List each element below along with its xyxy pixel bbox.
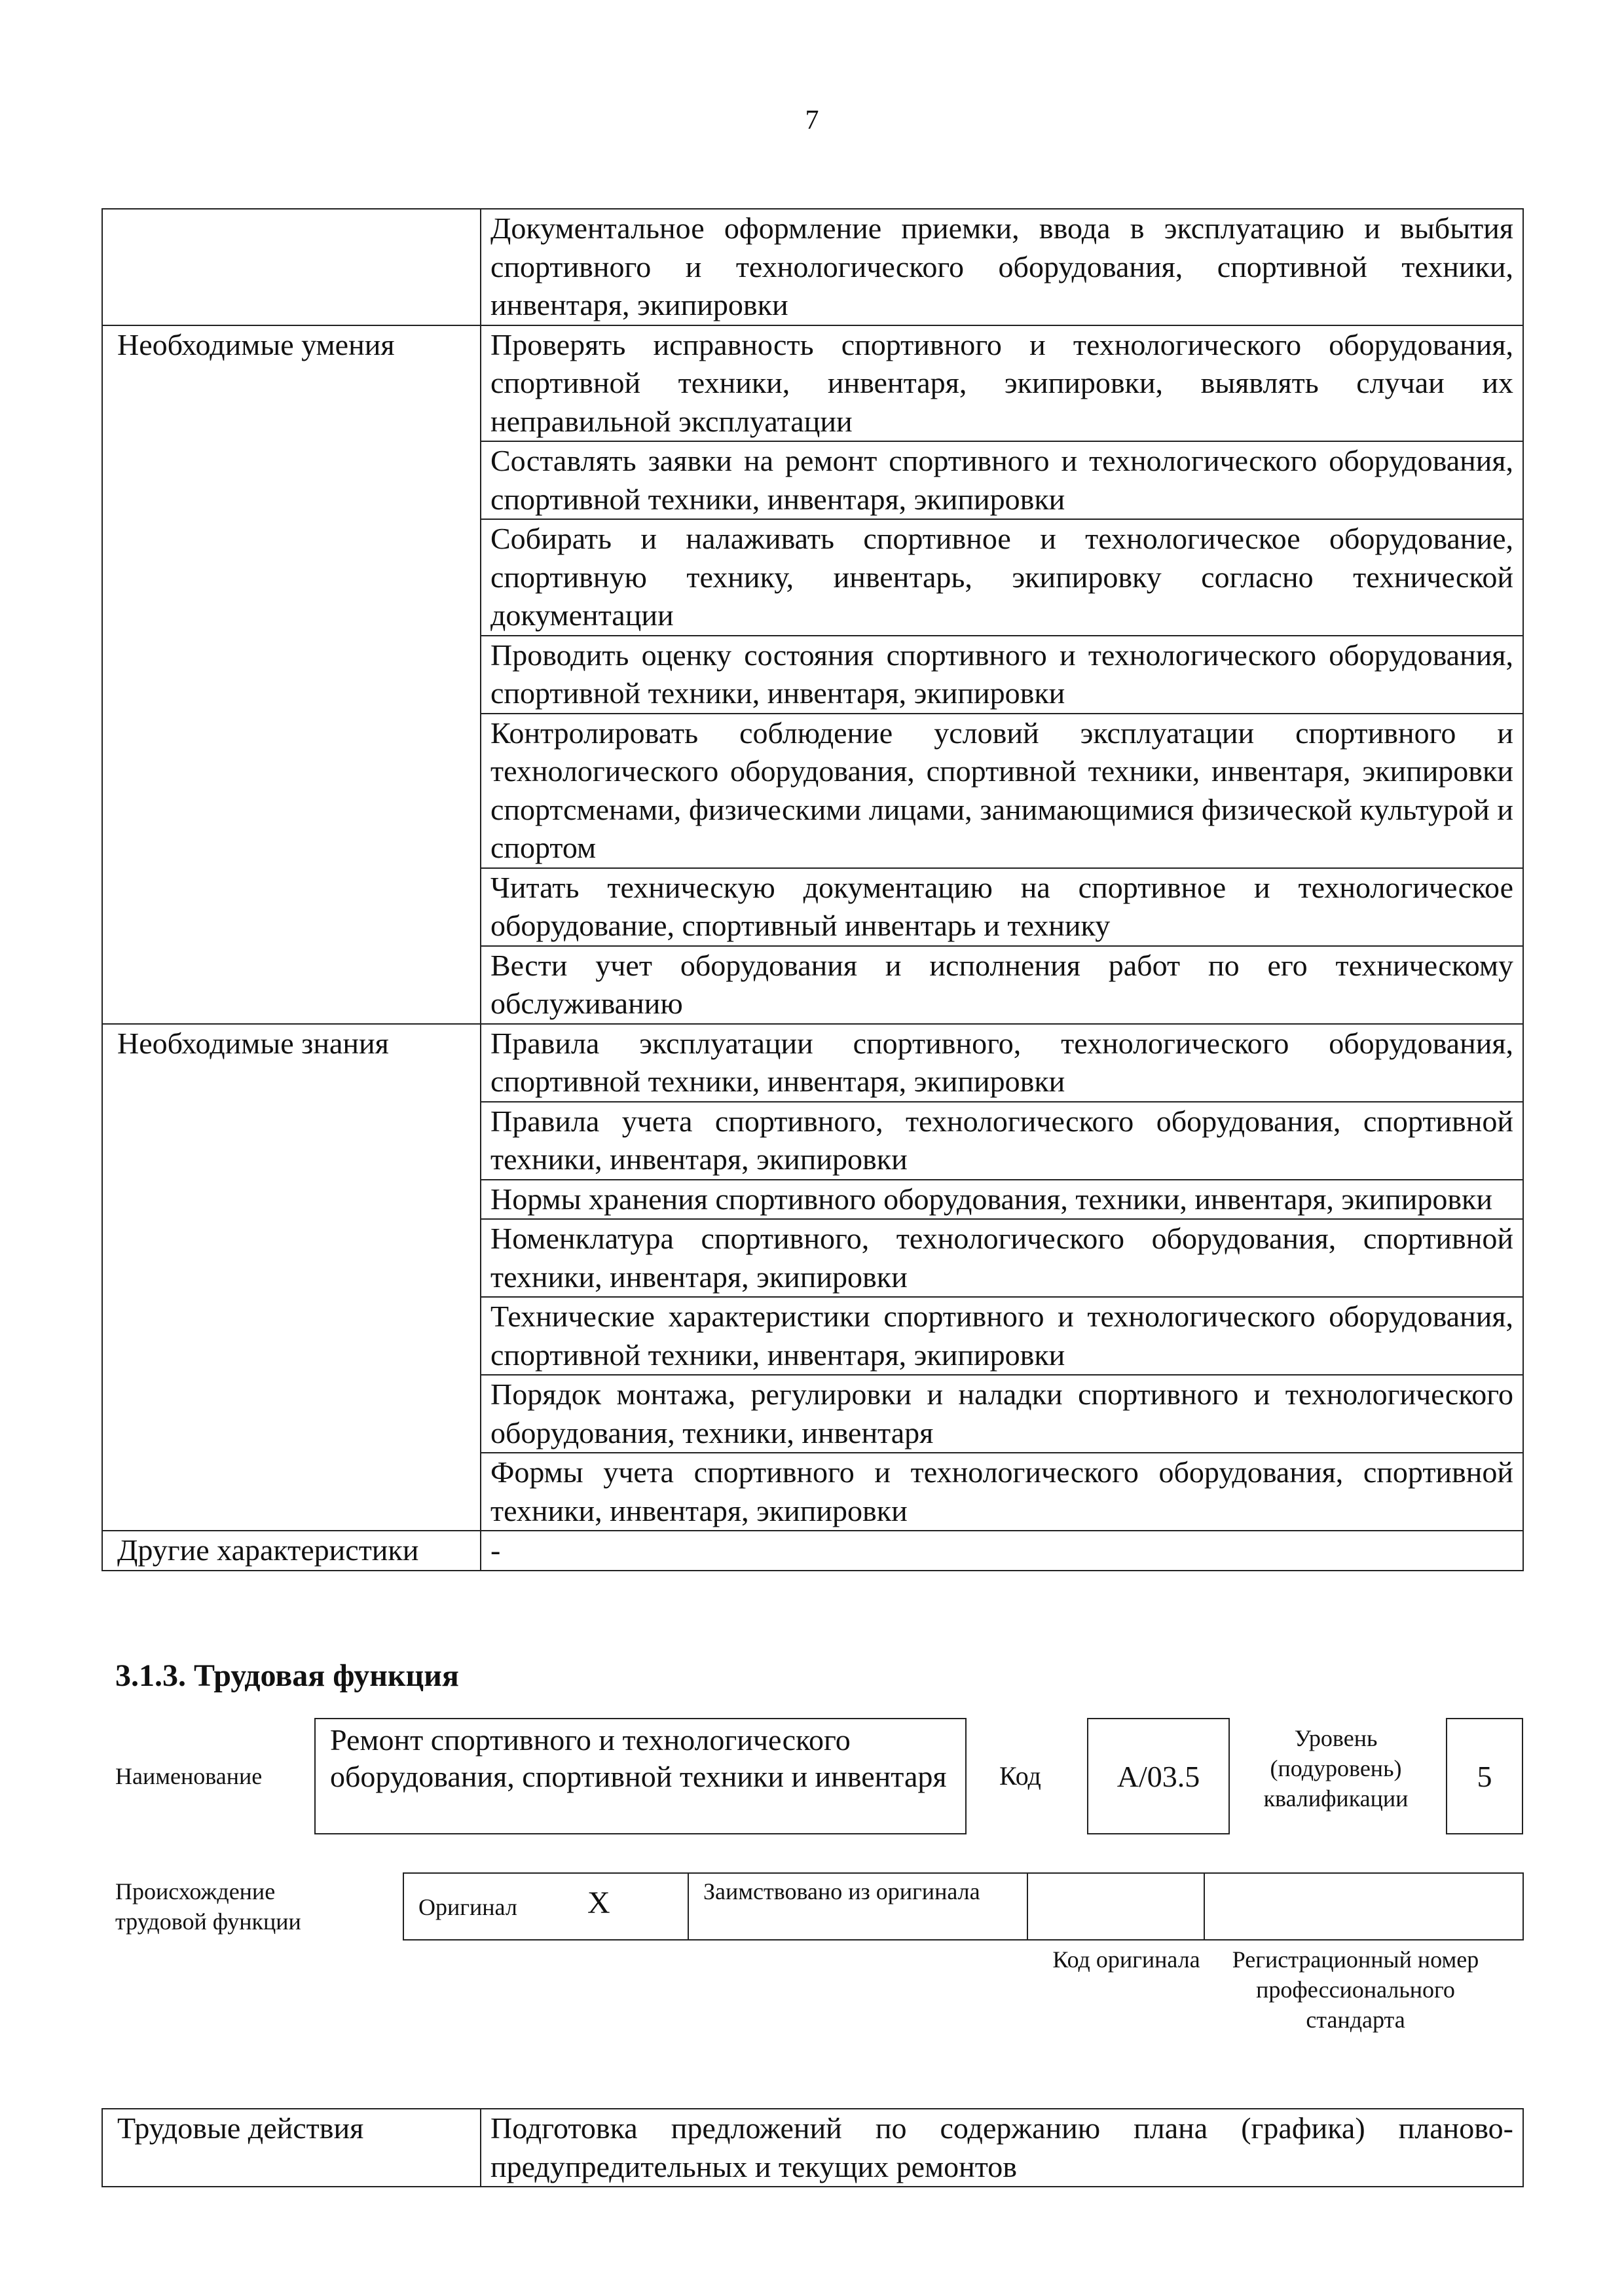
- name-label: Наименование: [115, 1763, 263, 1789]
- code-original-label: Код оригинала: [1052, 1946, 1200, 1973]
- row-item: Составлять заявки на ремонт спортивного и технологического оборудования, спортивной техники, инвентаря, экипировки: [481, 441, 1523, 519]
- row-item: -: [481, 1531, 1523, 1571]
- original-label: Оригинал: [418, 1894, 517, 1920]
- row-item: Номенклатура спортивного, технологического оборудования, спортивной техники, инвентаря, экипировки: [481, 1219, 1523, 1297]
- row-item: Проводить оценку состояния спортивного и технологического оборудования, спортивной техники, инвентаря, экипировки: [481, 636, 1523, 714]
- code-value-box: А/03.5: [1087, 1718, 1230, 1834]
- row-item: Читать техническую документацию на спортивное и технологическое оборудование, спортивный инвентарь и технику: [481, 868, 1523, 946]
- table-row: [102, 1531, 1523, 1571]
- row-item: Проверять исправность спортивного и технологического оборудования, спортивной техники, инвентаря, экипировки, выявлять случаи их неправильной эксплуатации: [481, 325, 1523, 442]
- row-label-skills: Необходимые умения: [102, 325, 481, 1024]
- row-label: [102, 209, 481, 325]
- function-name-box: Ремонт спортивного и технологического оборудования, спортивной техники и инвентаря: [314, 1718, 967, 1834]
- row-label-other: Другие характеристики: [102, 1531, 481, 1571]
- row-item: Правила эксплуатации спортивного, технологического оборудования, спортивной техники, инвентаря, экипировки: [481, 1024, 1523, 1102]
- borrowed-cell: [689, 1874, 1028, 1939]
- row-item: Технические характеристики спортивного и технологического оборудования, спортивной техники, инвентаря, экипировки: [481, 1297, 1523, 1375]
- row-label-knowledge: Необходимые знания: [102, 1024, 481, 1531]
- row-item: Вести учет оборудования и исполнения работ по его техническому обслуживанию: [481, 946, 1523, 1024]
- origin-label: Происхождение трудовой функции: [115, 1878, 301, 1935]
- row-item: Подготовка предложений по содержанию плана (графика) планово-предупредительных и текущих ремонтов: [481, 2109, 1523, 2187]
- table-row: [102, 325, 1523, 442]
- original-mark: X: [587, 1886, 610, 1920]
- row-item: Формы учета спортивного и технологического оборудования, спортивной техники, инвентаря, экипировки: [481, 1453, 1523, 1531]
- row-item: Документальное оформление приемки, ввода в эксплуатацию и выбытия спортивного и технологического оборудования, спортивной техники, инвентаря, экипировки: [481, 209, 1523, 325]
- table-row: [102, 1024, 1523, 1102]
- table-row: [102, 209, 1523, 325]
- code-original-cell: [1028, 1874, 1205, 1939]
- level-label: Уровень (подуровень) квалификации: [1263, 1725, 1409, 1812]
- page-number: 7: [805, 105, 819, 136]
- row-item: Контролировать соблюдение условий эксплуатации спортивного и технологического оборудования, спортивной техники, инвентаря, экипировки спортсменами, физическими лицами, занимающимися физической культурой и спортом: [481, 714, 1523, 868]
- requirements-table: [101, 208, 1524, 1571]
- borrowed-label: Заимствовано из оригинала: [703, 1878, 980, 1904]
- row-item: Собирать и налаживать спортивное и технологическое оборудование, спортивную технику, инвентарь, экипировку согласно технической документации: [481, 519, 1523, 636]
- origin-row: [403, 1872, 1524, 1941]
- row-item: Нормы хранения спортивного оборудования, техники, инвентаря, экипировки: [481, 1180, 1523, 1220]
- labor-actions-table: [101, 2108, 1524, 2187]
- row-item: Правила учета спортивного, технологического оборудования, спортивной техники, инвентаря, экипировки: [481, 1102, 1523, 1180]
- labor-actions-label: Трудовые действия: [102, 2109, 481, 2187]
- code-label: Код: [999, 1761, 1041, 1791]
- reg-number-label: Регистрационный номер профессионального стандарта: [1232, 1946, 1479, 2033]
- row-item: Порядок монтажа, регулировки и наладки спортивного и технологического оборудования, техники, инвентаря: [481, 1375, 1523, 1453]
- original-cell: [404, 1874, 689, 1939]
- level-value-box: 5: [1446, 1718, 1523, 1834]
- reg-number-cell: [1205, 1874, 1522, 1939]
- table-row: [102, 2109, 1523, 2187]
- section-heading: 3.1.3. Трудовая функция: [115, 1658, 459, 1693]
